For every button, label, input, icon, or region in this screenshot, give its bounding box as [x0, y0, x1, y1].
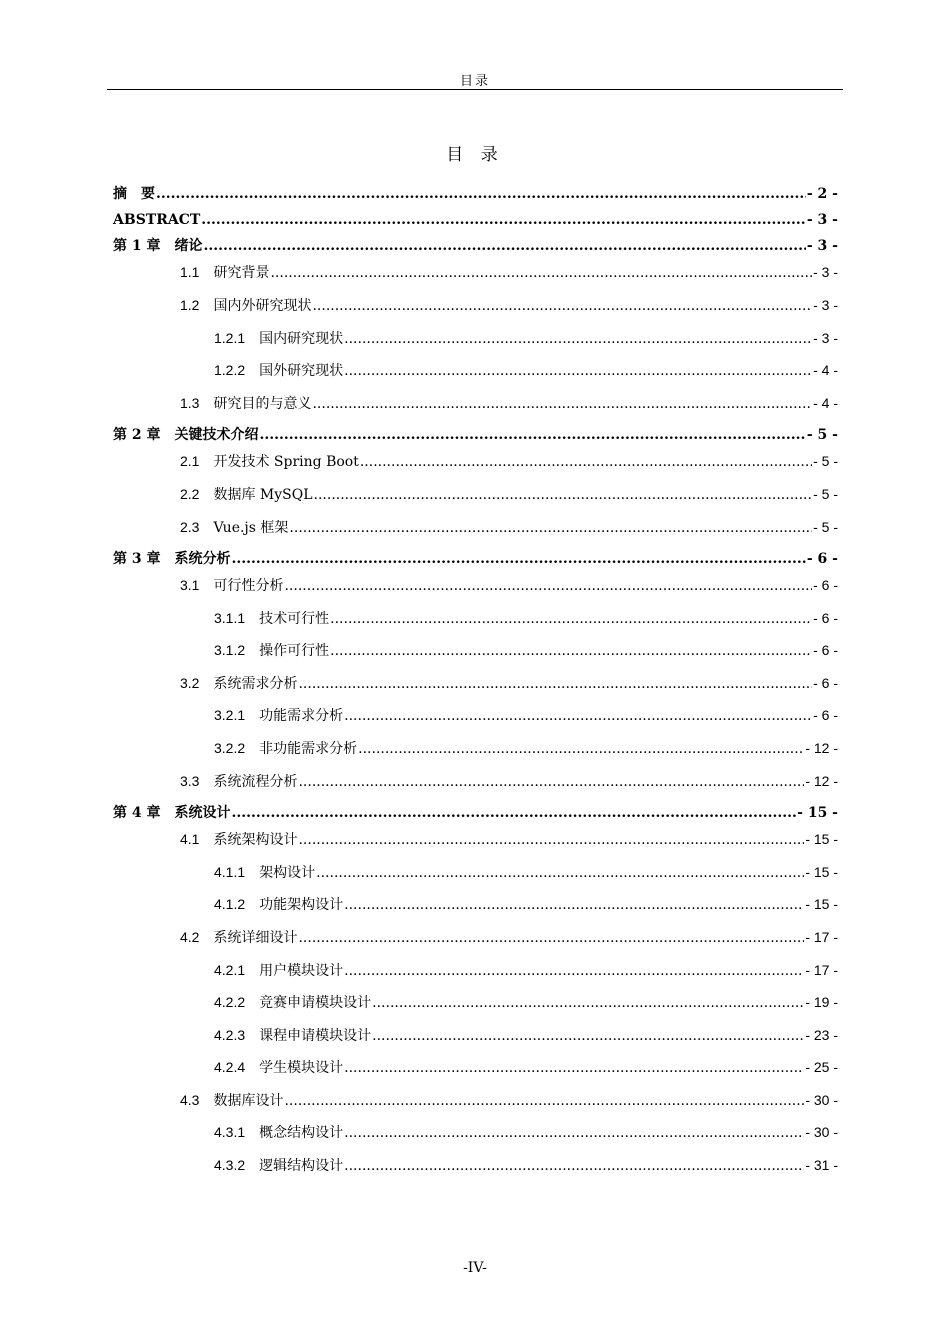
- toc-entry-title: 数据库设计: [213, 1093, 284, 1109]
- toc-entry-title: ABSTRACT: [113, 212, 201, 228]
- toc-entry-title: 非功能需求分析: [259, 741, 358, 757]
- toc-entry-page: - 3 -: [813, 297, 838, 313]
- toc-entry-number: 2.1: [180, 453, 200, 469]
- toc-entry[interactable]: [214, 1122, 838, 1142]
- toc-dot-leader: [284, 576, 812, 596]
- toc-entry-number: 4.1.2: [214, 896, 246, 912]
- toc-entry-page: - 15 -: [805, 864, 838, 880]
- toc-entry-number: 第 2 章: [113, 427, 161, 443]
- toc-entry-page: - 5 -: [813, 453, 838, 469]
- toc-entry-number: 3.1.2: [214, 642, 246, 658]
- toc-entry-label: [180, 517, 288, 538]
- toc-entry-title: 系统设计: [174, 805, 231, 821]
- toc-entry-label: [113, 803, 231, 823]
- toc-entry-label: [180, 484, 313, 505]
- toc-entry-page: - 5 -: [806, 427, 838, 443]
- toc-entry-number: 1.2.1: [214, 330, 246, 346]
- toc-dot-leader: [344, 706, 812, 726]
- toc-entry-page: - 19 -: [805, 994, 838, 1010]
- toc-entry-title: 国内研究现状: [259, 331, 344, 347]
- toc-entry[interactable]: [180, 451, 838, 471]
- toc-entry[interactable]: [214, 894, 838, 914]
- toc-entry-label: [214, 738, 357, 759]
- toc-entry-label: [180, 673, 297, 694]
- toc-entry-number: 4.3.2: [214, 1157, 246, 1173]
- toc-entry-title: 开发技术 Spring Boot: [213, 454, 359, 470]
- toc-dot-leader: [344, 1156, 804, 1176]
- toc-entry-number: 4.2.2: [214, 994, 246, 1010]
- toc-entry-title: 绪论: [174, 238, 203, 254]
- toc-dot-leader: [316, 863, 804, 883]
- toc-entry-title: 摘 要: [113, 186, 155, 202]
- toc-entry-title: 系统流程分析: [213, 774, 298, 790]
- toc-entry-label: [180, 262, 269, 283]
- toc-entry-label: [180, 393, 311, 414]
- toc-entry-title: 关键技术介绍: [174, 427, 259, 443]
- toc-entry-page: - 3 -: [806, 212, 838, 228]
- toc-entry-page: - 12 -: [805, 773, 838, 789]
- toc-entry-title: 研究背景: [213, 265, 270, 281]
- toc-entry-page: - 2 -: [806, 186, 838, 202]
- toc-dot-leader: [344, 1058, 804, 1078]
- header-rule: [107, 89, 843, 90]
- toc-entry-title: 逻辑结构设计: [259, 1158, 344, 1174]
- toc-entry[interactable]: [214, 705, 838, 725]
- toc-dot-leader: [372, 993, 804, 1013]
- toc-entry-page: - 17 -: [805, 929, 838, 945]
- toc-entry[interactable]: [214, 1057, 838, 1077]
- page-number: -IV-: [463, 1260, 487, 1276]
- toc-entry-number: 第 4 章: [113, 805, 161, 821]
- toc-entry[interactable]: [214, 640, 838, 660]
- toc-entry-number: 3.1: [180, 577, 200, 593]
- toc-entry[interactable]: [180, 295, 838, 315]
- toc-entry-title: 系统架构设计: [213, 832, 298, 848]
- toc-entry-page: - 15 -: [805, 896, 838, 912]
- toc-dot-leader: [330, 641, 812, 661]
- toc-dot-leader: [270, 263, 812, 283]
- toc-entry-number: 4.1.1: [214, 864, 246, 880]
- toc-entry[interactable]: [113, 210, 838, 230]
- toc-entry[interactable]: [214, 862, 838, 882]
- toc-entry[interactable]: [214, 738, 838, 758]
- toc-dot-leader: [344, 329, 812, 349]
- toc-entry-label: [214, 360, 343, 381]
- toc-entry-page: - 12 -: [805, 740, 838, 756]
- toc-entry-title: 架构设计: [259, 865, 316, 881]
- toc-dot-leader: [298, 772, 804, 792]
- toc-dot-leader: [156, 184, 806, 204]
- toc-entry-number: 2.3: [180, 519, 200, 535]
- toc-entry-label: [214, 705, 343, 726]
- toc-entry-label: [214, 1025, 371, 1046]
- toc-entry-page: - 3 -: [806, 238, 838, 254]
- toc-entry[interactable]: [214, 1155, 838, 1175]
- toc-entry[interactable]: [180, 575, 838, 595]
- toc-entry-page: - 5 -: [813, 486, 838, 502]
- toc-entry[interactable]: [180, 517, 838, 537]
- toc-entry-label: [113, 549, 231, 569]
- toc-entry-page: - 6 -: [806, 551, 838, 567]
- toc-entry-label: [214, 992, 371, 1013]
- toc-entry-number: 3.3: [180, 773, 200, 789]
- toc-entry-label: [180, 451, 359, 472]
- toc-dot-leader: [372, 1026, 804, 1046]
- toc-entry-title: 用户模块设计: [259, 963, 344, 979]
- toc-entry[interactable]: [113, 425, 838, 445]
- toc-entry[interactable]: [214, 992, 838, 1012]
- toc-entry-page: - 31 -: [805, 1157, 838, 1173]
- toc-entry-page: - 3 -: [813, 330, 838, 346]
- toc-entry-number: 4.2.1: [214, 962, 246, 978]
- toc-entry-label: [180, 771, 297, 792]
- toc-entry-label: [214, 960, 343, 981]
- toc-entry-number: 4.3.1: [214, 1124, 246, 1140]
- toc-entry-title: 功能需求分析: [259, 708, 344, 724]
- running-header: 目录: [459, 74, 490, 89]
- toc-dot-leader: [344, 895, 804, 915]
- toc-entry-label: [214, 328, 343, 349]
- toc-entry-page: - 3 -: [813, 264, 838, 280]
- toc-entry-page: - 23 -: [805, 1027, 838, 1043]
- toc-entry-page: - 5 -: [813, 519, 838, 535]
- toc-entry[interactable]: [180, 771, 838, 791]
- toc-entry-number: 4.2: [180, 929, 200, 945]
- toc-entry-label: [113, 236, 203, 256]
- toc-entry-title: 学生模块设计: [259, 1060, 344, 1076]
- toc-entry-label: [180, 295, 311, 316]
- toc-entry[interactable]: [180, 484, 838, 504]
- toc-entry-number: 4.3: [180, 1092, 200, 1108]
- toc-entry-page: - 6 -: [813, 577, 838, 593]
- toc-entry-page: - 4 -: [813, 395, 838, 411]
- toc-entry-page: - 15 -: [797, 805, 838, 821]
- toc-entry[interactable]: [180, 927, 838, 947]
- toc-entry-label: [214, 862, 315, 883]
- toc-entry-label: [214, 608, 329, 629]
- toc-entry-number: 2.2: [180, 486, 200, 502]
- toc-entry-title: 技术可行性: [259, 611, 330, 627]
- toc-dot-leader: [312, 394, 812, 414]
- toc-entry-page: - 17 -: [805, 962, 838, 978]
- toc-entry-page: - 15 -: [805, 831, 838, 847]
- toc-dot-leader: [314, 485, 813, 505]
- toc-entry[interactable]: [214, 328, 838, 348]
- toc-entry-title: 国外研究现状: [259, 363, 344, 379]
- toc-dot-leader: [260, 425, 806, 445]
- toc-entry-label: [214, 894, 343, 915]
- toc-entry-title: 可行性分析: [213, 578, 284, 594]
- toc-entry-title: 系统需求分析: [213, 676, 298, 692]
- toc-dot-leader: [344, 361, 812, 381]
- toc-entry-page: - 6 -: [813, 707, 838, 723]
- toc-entry-title: 操作可行性: [259, 643, 330, 659]
- toc-entry-number: 4.1: [180, 831, 200, 847]
- toc-entry-label: [180, 575, 283, 596]
- toc-entry-number: 第 1 章: [113, 238, 161, 254]
- toc-entry-title: 系统详细设计: [213, 930, 298, 946]
- page-title: 目 录: [446, 145, 504, 165]
- toc-entry-page: - 6 -: [813, 642, 838, 658]
- toc-dot-leader: [201, 210, 806, 230]
- toc-entry[interactable]: [180, 393, 838, 413]
- toc-entry-page: - 30 -: [805, 1124, 838, 1140]
- toc-entry-number: 1.2.2: [214, 362, 246, 378]
- toc-entry[interactable]: [214, 608, 838, 628]
- toc-entry-number: 3.2.1: [214, 707, 246, 723]
- toc-entry-label: [214, 1122, 343, 1143]
- toc-entry[interactable]: [180, 262, 838, 282]
- toc-entry[interactable]: [180, 673, 838, 693]
- toc-entry[interactable]: [180, 1090, 838, 1110]
- toc-entry[interactable]: [214, 960, 838, 980]
- toc-dot-leader: [330, 609, 812, 629]
- toc-entry[interactable]: [180, 829, 838, 849]
- toc-dot-leader: [232, 803, 797, 823]
- toc-entry[interactable]: [113, 236, 838, 256]
- toc-entry-number: 3.2.2: [214, 740, 246, 756]
- toc-entry-page: - 25 -: [805, 1059, 838, 1075]
- toc-entry-label: [113, 210, 200, 230]
- toc-entry-title: Vue.js 框架: [213, 520, 289, 536]
- toc-entry-title: 概念结构设计: [259, 1125, 344, 1141]
- toc-entry-number: 1.2: [180, 297, 200, 313]
- toc-entry-page: - 30 -: [805, 1092, 838, 1108]
- toc-dot-leader: [298, 830, 804, 850]
- toc-entry-number: 1.3: [180, 395, 200, 411]
- toc-entry-title: 研究目的与意义: [213, 396, 312, 412]
- toc-dot-leader: [298, 674, 812, 694]
- toc-dot-leader: [204, 236, 806, 256]
- toc-entry-label: [214, 640, 329, 661]
- toc-entry-label: [214, 1155, 343, 1176]
- toc-dot-leader: [360, 452, 812, 472]
- toc-dot-leader: [312, 296, 812, 316]
- toc-entry-title: 系统分析: [174, 551, 231, 567]
- toc-entry-label: [180, 927, 297, 948]
- toc-entry-title: 数据库 MySQL: [213, 487, 313, 503]
- toc-entry[interactable]: [214, 1025, 838, 1045]
- toc-dot-leader: [289, 518, 812, 538]
- toc-dot-leader: [344, 1123, 804, 1143]
- toc-entry[interactable]: [113, 549, 838, 569]
- toc-entry-title: 国内外研究现状: [213, 298, 312, 314]
- toc-entry-label: [180, 829, 297, 850]
- toc-entry-page: - 4 -: [813, 362, 838, 378]
- toc-entry-number: 3.1.1: [214, 610, 246, 626]
- toc-entry[interactable]: [113, 803, 838, 823]
- toc-entry-title: 课程申请模块设计: [259, 1028, 372, 1044]
- toc-dot-leader: [284, 1091, 804, 1111]
- toc-dot-leader: [298, 928, 804, 948]
- toc-entry-number: 第 3 章: [113, 551, 161, 567]
- toc-entry-page: - 6 -: [813, 675, 838, 691]
- toc-dot-leader: [344, 961, 804, 981]
- toc-entry-page: - 6 -: [813, 610, 838, 626]
- toc-entry[interactable]: [214, 360, 838, 380]
- toc-entry-title: 竞赛申请模块设计: [259, 995, 372, 1011]
- toc-entry-label: [214, 1057, 343, 1078]
- toc-entry-number: 4.2.3: [214, 1027, 246, 1043]
- toc-entry-label: [180, 1090, 283, 1111]
- toc-entry-title: 功能架构设计: [259, 897, 344, 913]
- toc-entry-number: 3.2: [180, 675, 200, 691]
- toc-entry[interactable]: [113, 184, 838, 204]
- toc-entry-label: [113, 425, 259, 445]
- toc-entry-label: [113, 184, 155, 204]
- toc-entry-number: 4.2.4: [214, 1059, 246, 1075]
- toc-dot-leader: [232, 549, 806, 569]
- toc-dot-leader: [358, 739, 804, 759]
- toc-entry-number: 1.1: [180, 264, 200, 280]
